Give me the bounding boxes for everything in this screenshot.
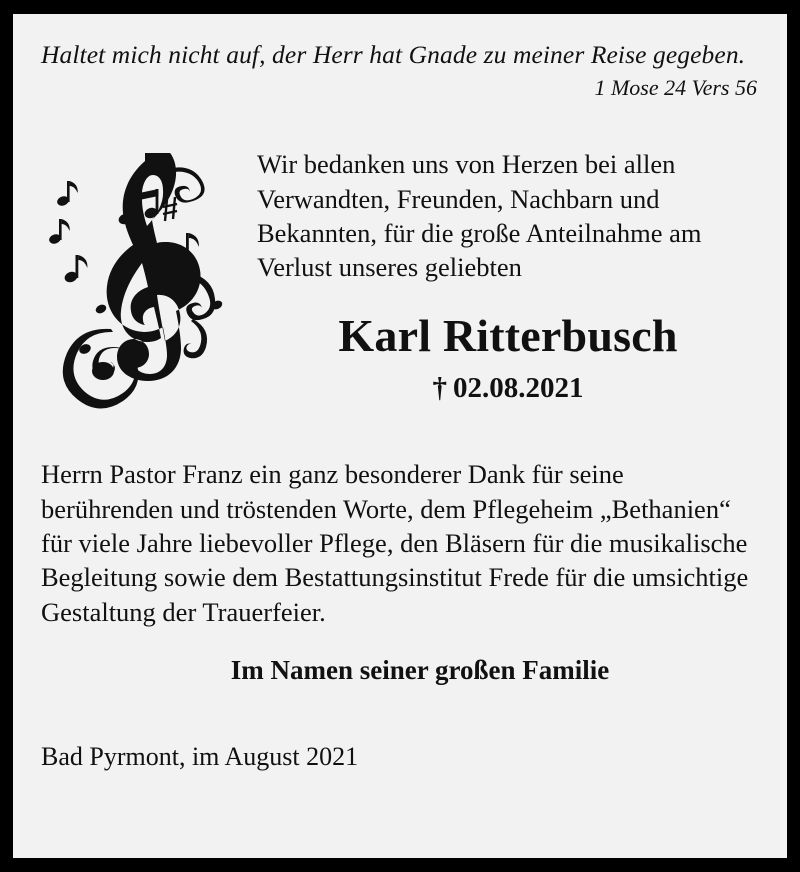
obituary-inner [13,14,787,858]
bible-verse-reference: 1 Mose 24 Vers 56 [594,75,757,101]
date-of-death-line [257,372,759,405]
treble-clef-music-notes-ornament [41,153,251,413]
acknowledgement-text: Herrn Pastor Franz ein ganz besonderer Dank für seine berührenden und tröstenden Worte, dem Pflegeheim „Bethanien“ für viele Jahre liebevoller Pflege, den Bläsern für die musikalische Begleitung sowie dem Bestattungsinstitut Frede für die umsichtige Gestaltung der Trauerfeier. [41,459,749,627]
family-signature: Im Namen seiner großen Familie [230,655,610,686]
date-of-death: 02.08.2021 [453,371,584,404]
thanks-column [251,147,759,405]
deceased-name: Karl Ritterbusch [338,309,678,361]
bible-verse: Haltet mich nicht auf, der Herr hat Gnade zu meiner Reise gegeben. [41,40,746,69]
thanks-section [41,147,759,413]
thanks-text: Wir bedanken uns von Herzen bei allen Verwandten, Freunden, Nachbarn und Bekannten, für die große Anteilnahme am Verlust unseres geliebten [257,149,702,283]
place-and-date: Bad Pyrmont, im August 2021 [41,742,359,772]
cross-icon: † [432,371,447,404]
